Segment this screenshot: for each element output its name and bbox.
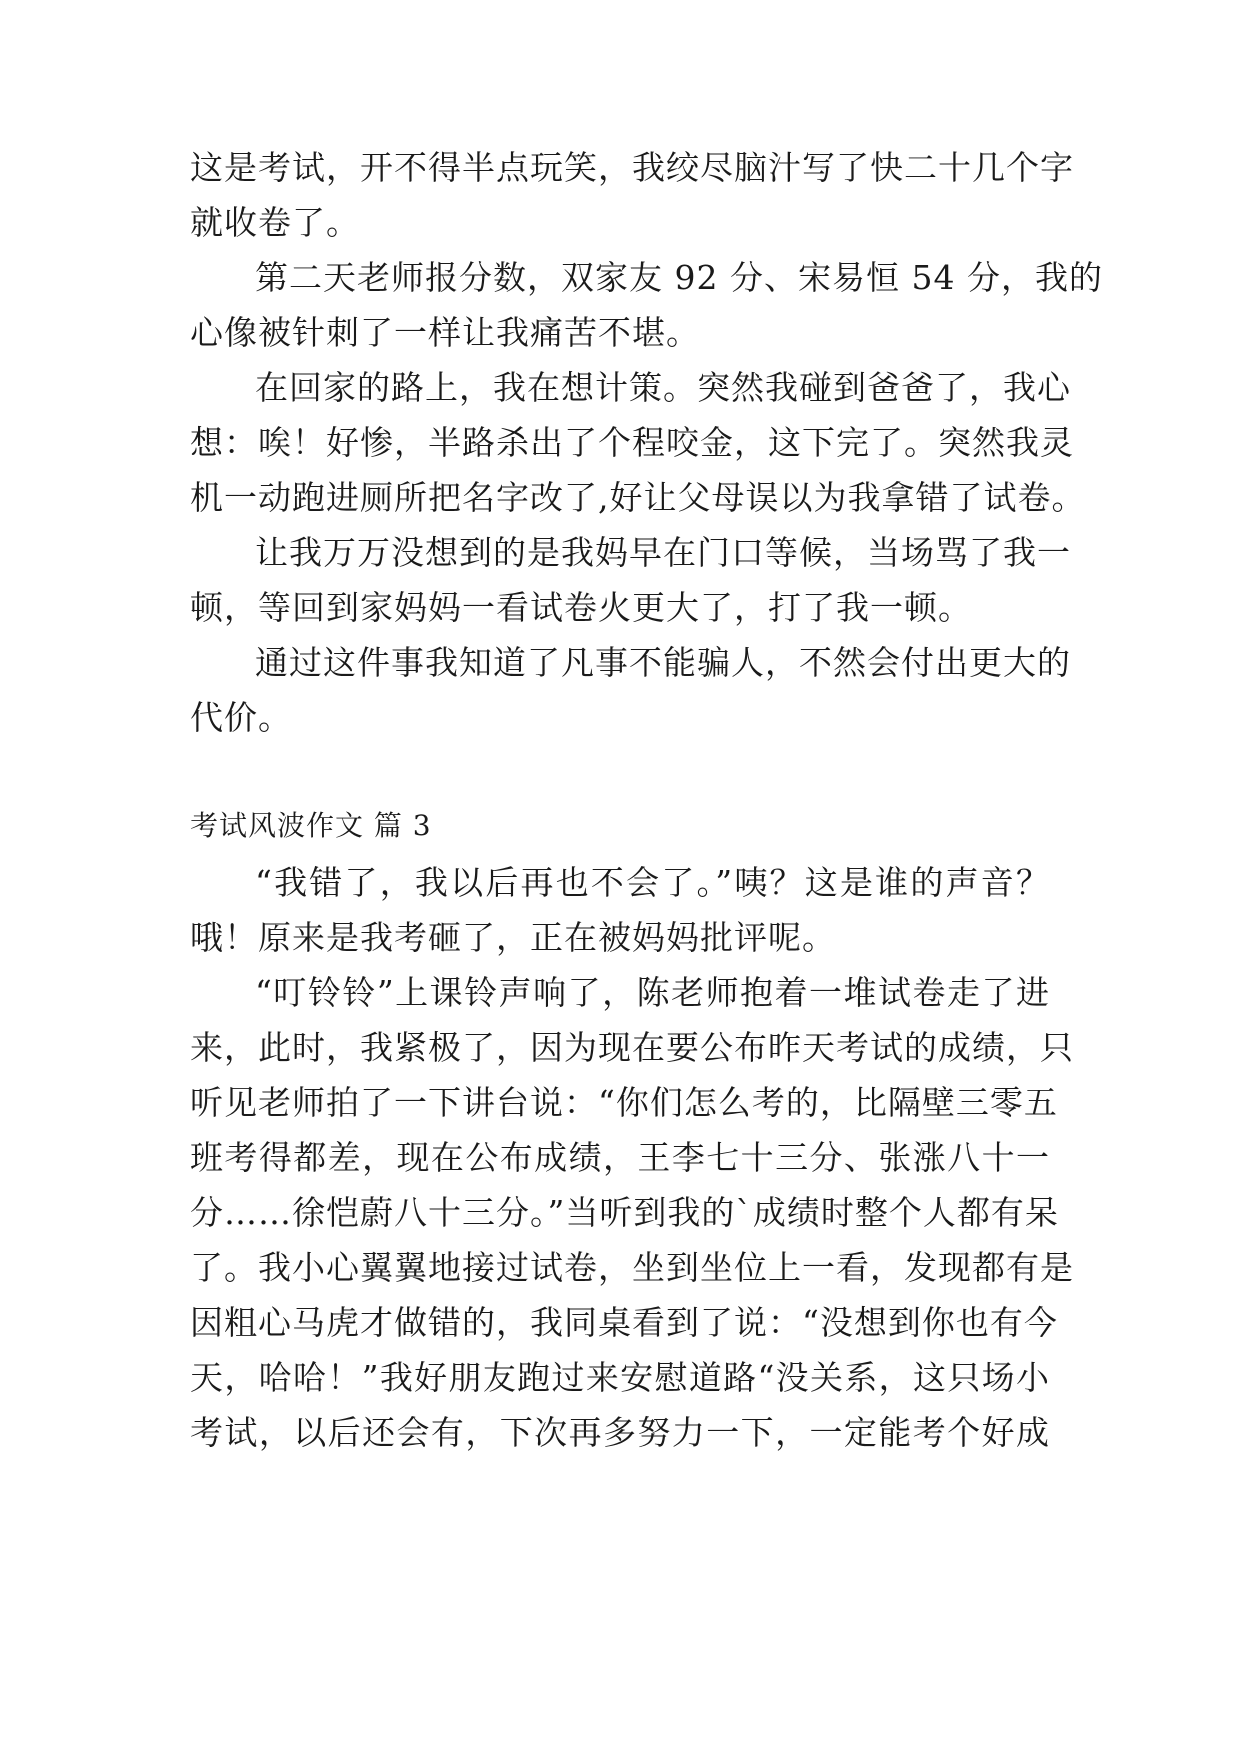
paragraph-line: “叮铃铃”上课铃声响了，陈老师抱着一堆试卷走了进 bbox=[255, 973, 1050, 1012]
paragraph-line: 第二天老师报分数，双家友 92 分、宋易恒 54 分，我的 bbox=[255, 258, 1103, 297]
paragraph-line: 通过这件事我知道了凡事不能骗人，不然会付出更大的 bbox=[255, 643, 1071, 682]
paragraph-line: 听见老师拍了一下讲台说：“你们怎么考的，比隔壁三零五 bbox=[190, 1083, 1058, 1122]
paragraph-line: 让我万万没想到的是我妈早在门口等候，当场骂了我一 bbox=[255, 533, 1071, 572]
paragraph-line: 在回家的路上，我在想计策。突然我碰到爸爸了，我心 bbox=[255, 368, 1071, 407]
paragraph-line: 代价。 bbox=[190, 698, 292, 737]
paragraph-line: 心像被针刺了一样让我痛苦不堪。 bbox=[190, 313, 700, 352]
paragraph-line: 来，此时，我紧极了，因为现在要公布昨天考试的成绩，只 bbox=[190, 1028, 1074, 1067]
paragraph-line: 就收卷了。 bbox=[190, 203, 360, 242]
paragraph-line: 分……徐恺蔚八十三分。”当听到我的`成绩时整个人都有呆 bbox=[190, 1193, 1059, 1232]
paragraph-line: 顿，等回到家妈妈一看试卷火更大了，打了我一顿。 bbox=[190, 588, 972, 627]
paragraph-line: 这是考试，开不得半点玩笑，我绞尽脑汁写了快二十几个字 bbox=[190, 148, 1074, 187]
paragraph-line: 班考得都差，现在公布成绩，王李七十三分、张涨八十一 bbox=[190, 1138, 1050, 1177]
paragraph-line: 想：唉！好惨，半路杀出了个程咬金，这下完了。突然我灵 bbox=[190, 423, 1074, 462]
paragraph-line: 哦！原来是我考砸了，正在被妈妈批评呢。 bbox=[190, 918, 836, 957]
paragraph-line: 了。我小心翼翼地接过试卷，坐到坐位上一看，发现都有是 bbox=[190, 1248, 1074, 1287]
paragraph-line: 考试，以后还会有，下次再多努力一下，一定能考个好成 bbox=[190, 1413, 1050, 1452]
paragraph-line: 机一动跑进厕所把名字改了,好让父母误以为我拿错了试卷。 bbox=[190, 478, 1086, 517]
paragraph-line: 因粗心马虎才做错的，我同桌看到了说：“没想到你也有今 bbox=[190, 1303, 1058, 1342]
section-heading: 考试风波作文 篇 3 bbox=[190, 809, 432, 842]
paragraph-line: 天，哈哈！”我好朋友跑过来安慰道路“没关系，这只场小 bbox=[190, 1358, 1050, 1397]
paragraph-line: “我错了，我以后再也不会了。”咦？这是谁的声音？ bbox=[255, 863, 1050, 902]
